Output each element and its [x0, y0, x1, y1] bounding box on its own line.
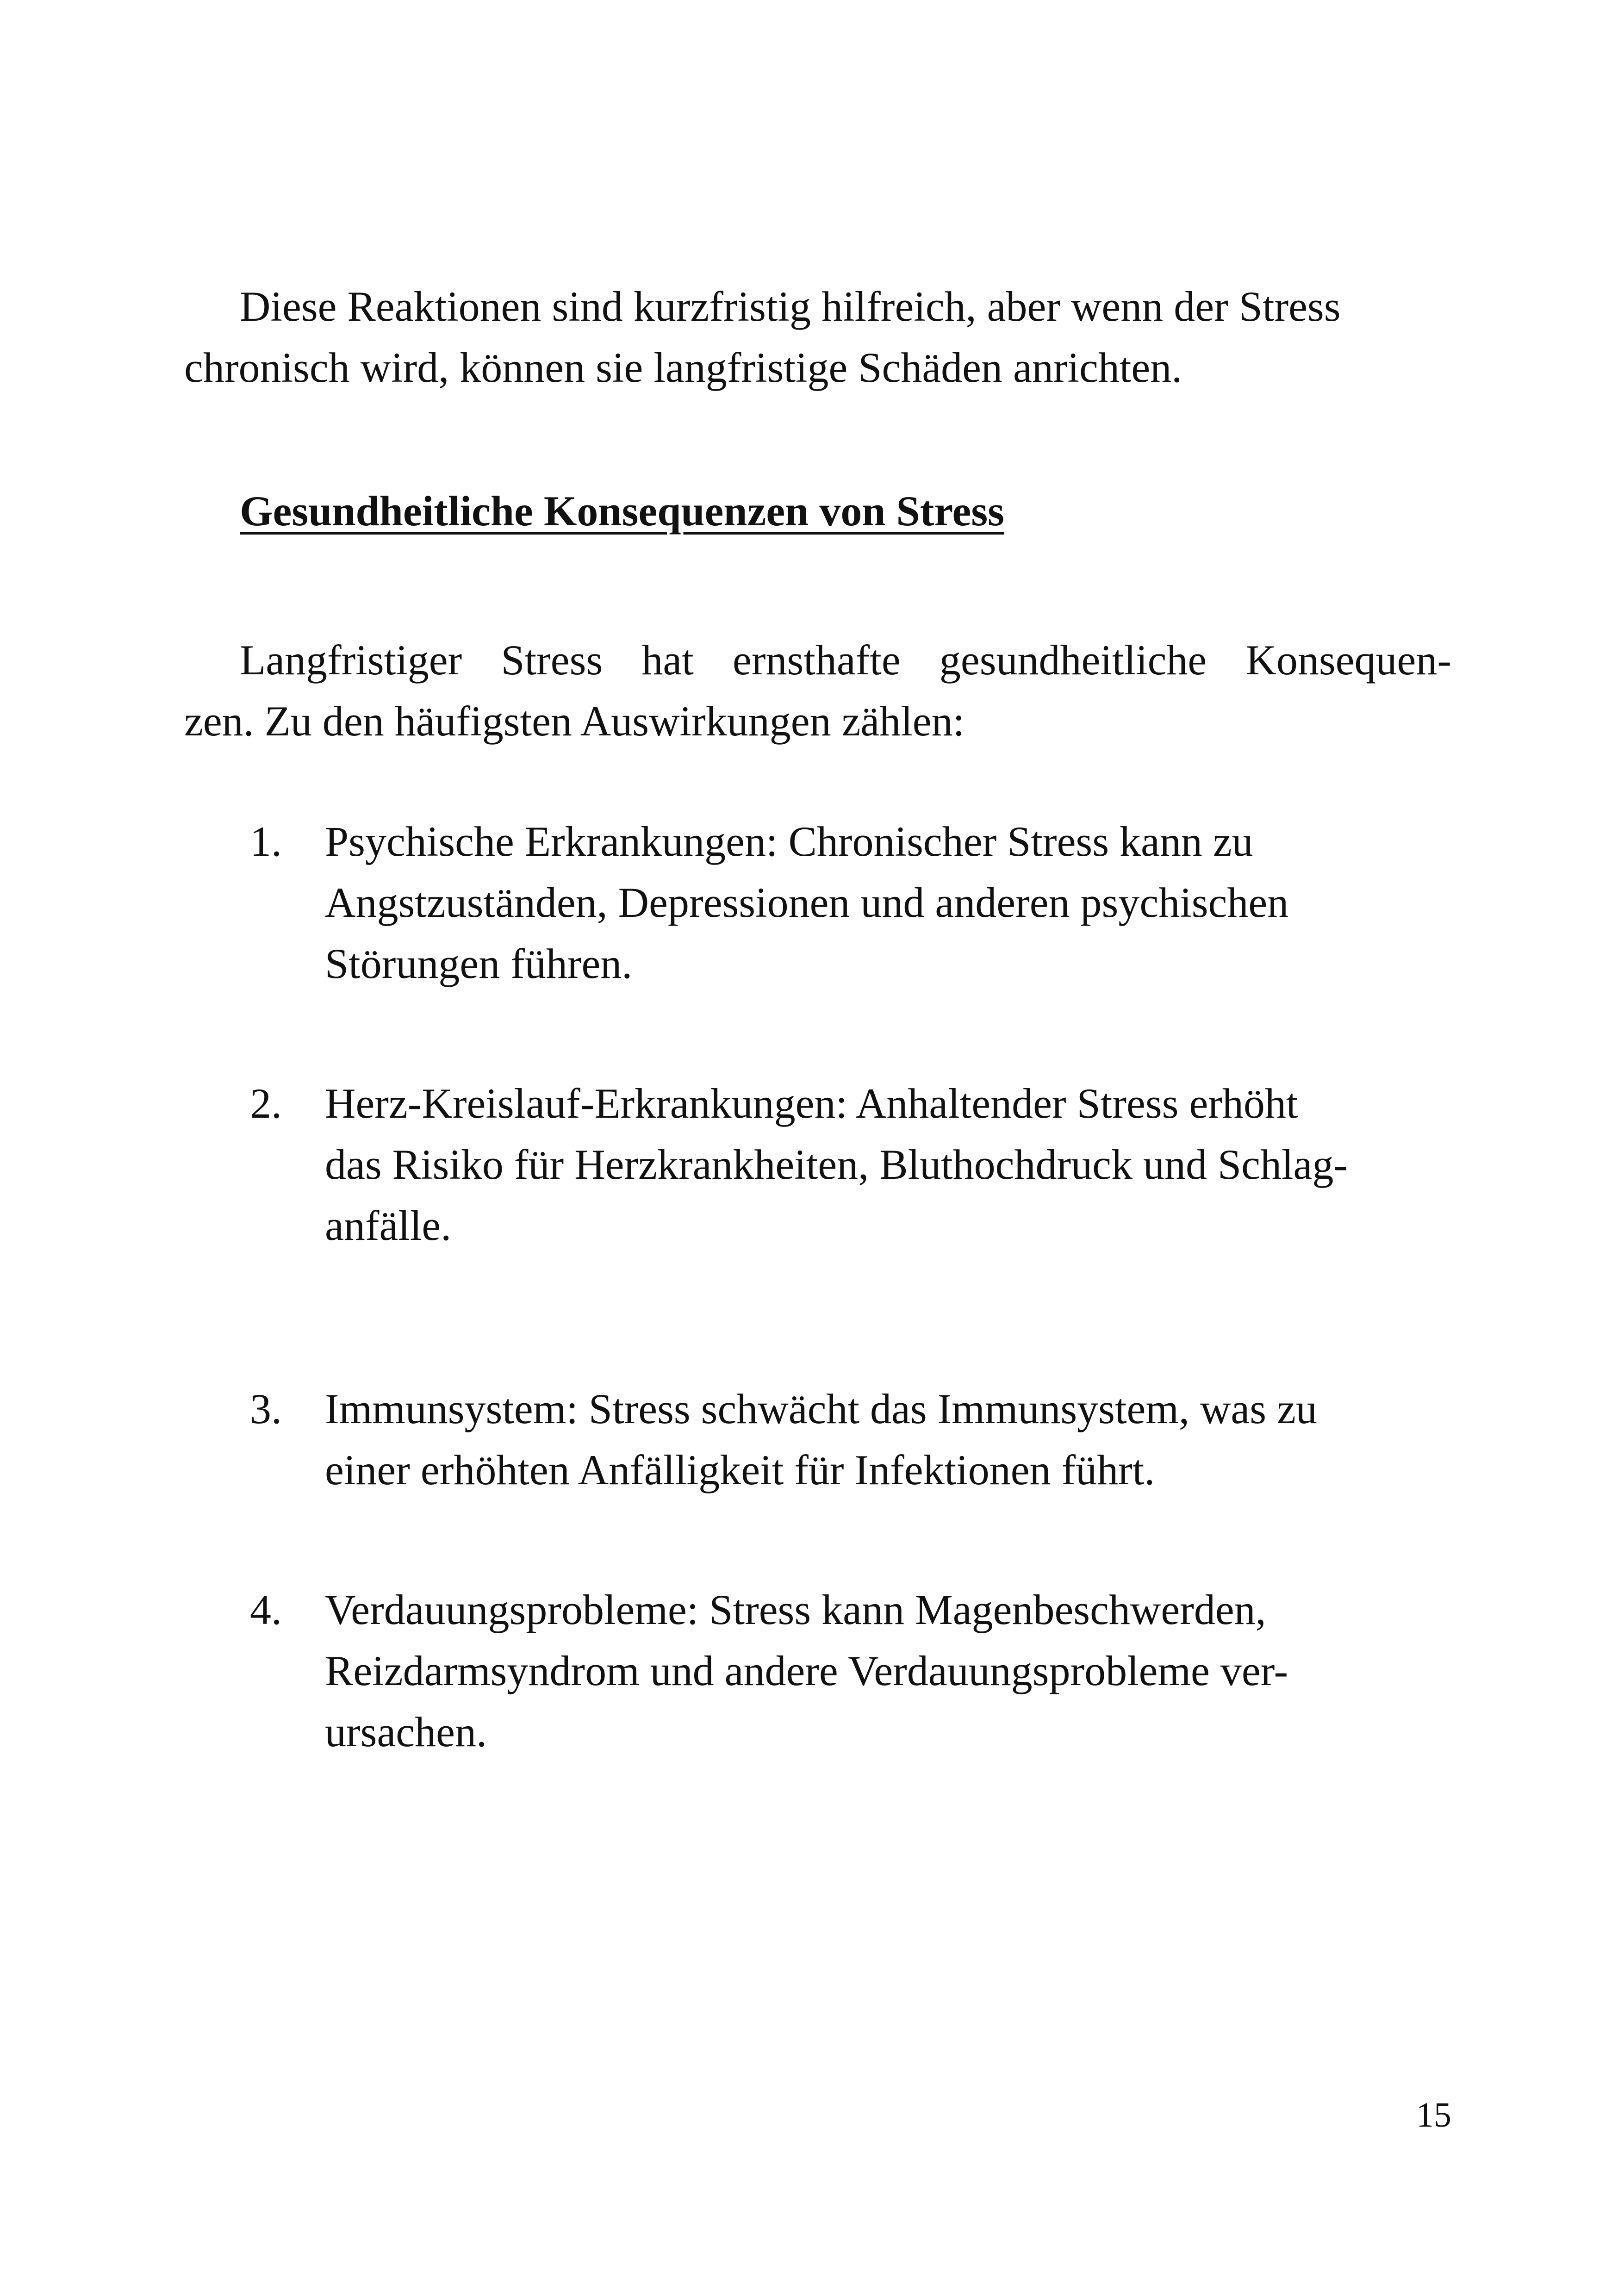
paragraph-2-line-1: Langfristiger Stress hat ernsthafte gesundheitliche Konsequen-	[240, 636, 1451, 684]
list-item-text-line: Psychische Erkrankungen: Chronischer Stress kann zu	[325, 818, 1253, 865]
list-item-text-line: Störungen führen.	[325, 940, 633, 987]
list-number: 3.	[250, 1385, 282, 1432]
section-heading: Gesundheitliche Konsequenzen von Stress	[240, 487, 1004, 535]
list-item-text-line: Verdauungsprobleme: Stress kann Magenbeschwerden,	[325, 1586, 1266, 1633]
list-number: 4.	[250, 1586, 282, 1633]
paragraph-2-line-2: zen. Zu den häufigsten Auswirkungen zählen:	[184, 697, 965, 745]
list-item-text-line: das Risiko für Herzkrankheiten, Bluthochdruck und Schlag-	[325, 1141, 1348, 1188]
paragraph-1-line-2: chronisch wird, können sie langfristige Schäden anrichten.	[184, 344, 1182, 391]
list-number: 2.	[250, 1080, 282, 1127]
list-number: 1.	[250, 818, 282, 865]
list-item-text-line: Angstzuständen, Depressionen und anderen psychischen	[325, 879, 1289, 926]
list-item-text-line: ursachen.	[325, 1708, 487, 1755]
list-item-text-line: Herz-Kreislauf-Erkrankungen: Anhaltender Stress erhöht	[325, 1080, 1298, 1127]
paragraph-1-line-1: Diese Reaktionen sind kurzfristig hilfreich, aber wenn der Stress	[240, 283, 1341, 330]
list-item-text-line: Reizdarmsyndrom und andere Verdauungsprobleme ver-	[325, 1647, 1288, 1694]
page-number: 15	[1416, 2096, 1451, 2134]
list-item-text-line: Immunsystem: Stress schwächt das Immunsystem, was zu	[325, 1385, 1317, 1432]
list-item-text-line: anfälle.	[325, 1202, 452, 1249]
list-item-text-line: einer erhöhten Anfälligkeit für Infektionen führt.	[325, 1446, 1155, 1493]
